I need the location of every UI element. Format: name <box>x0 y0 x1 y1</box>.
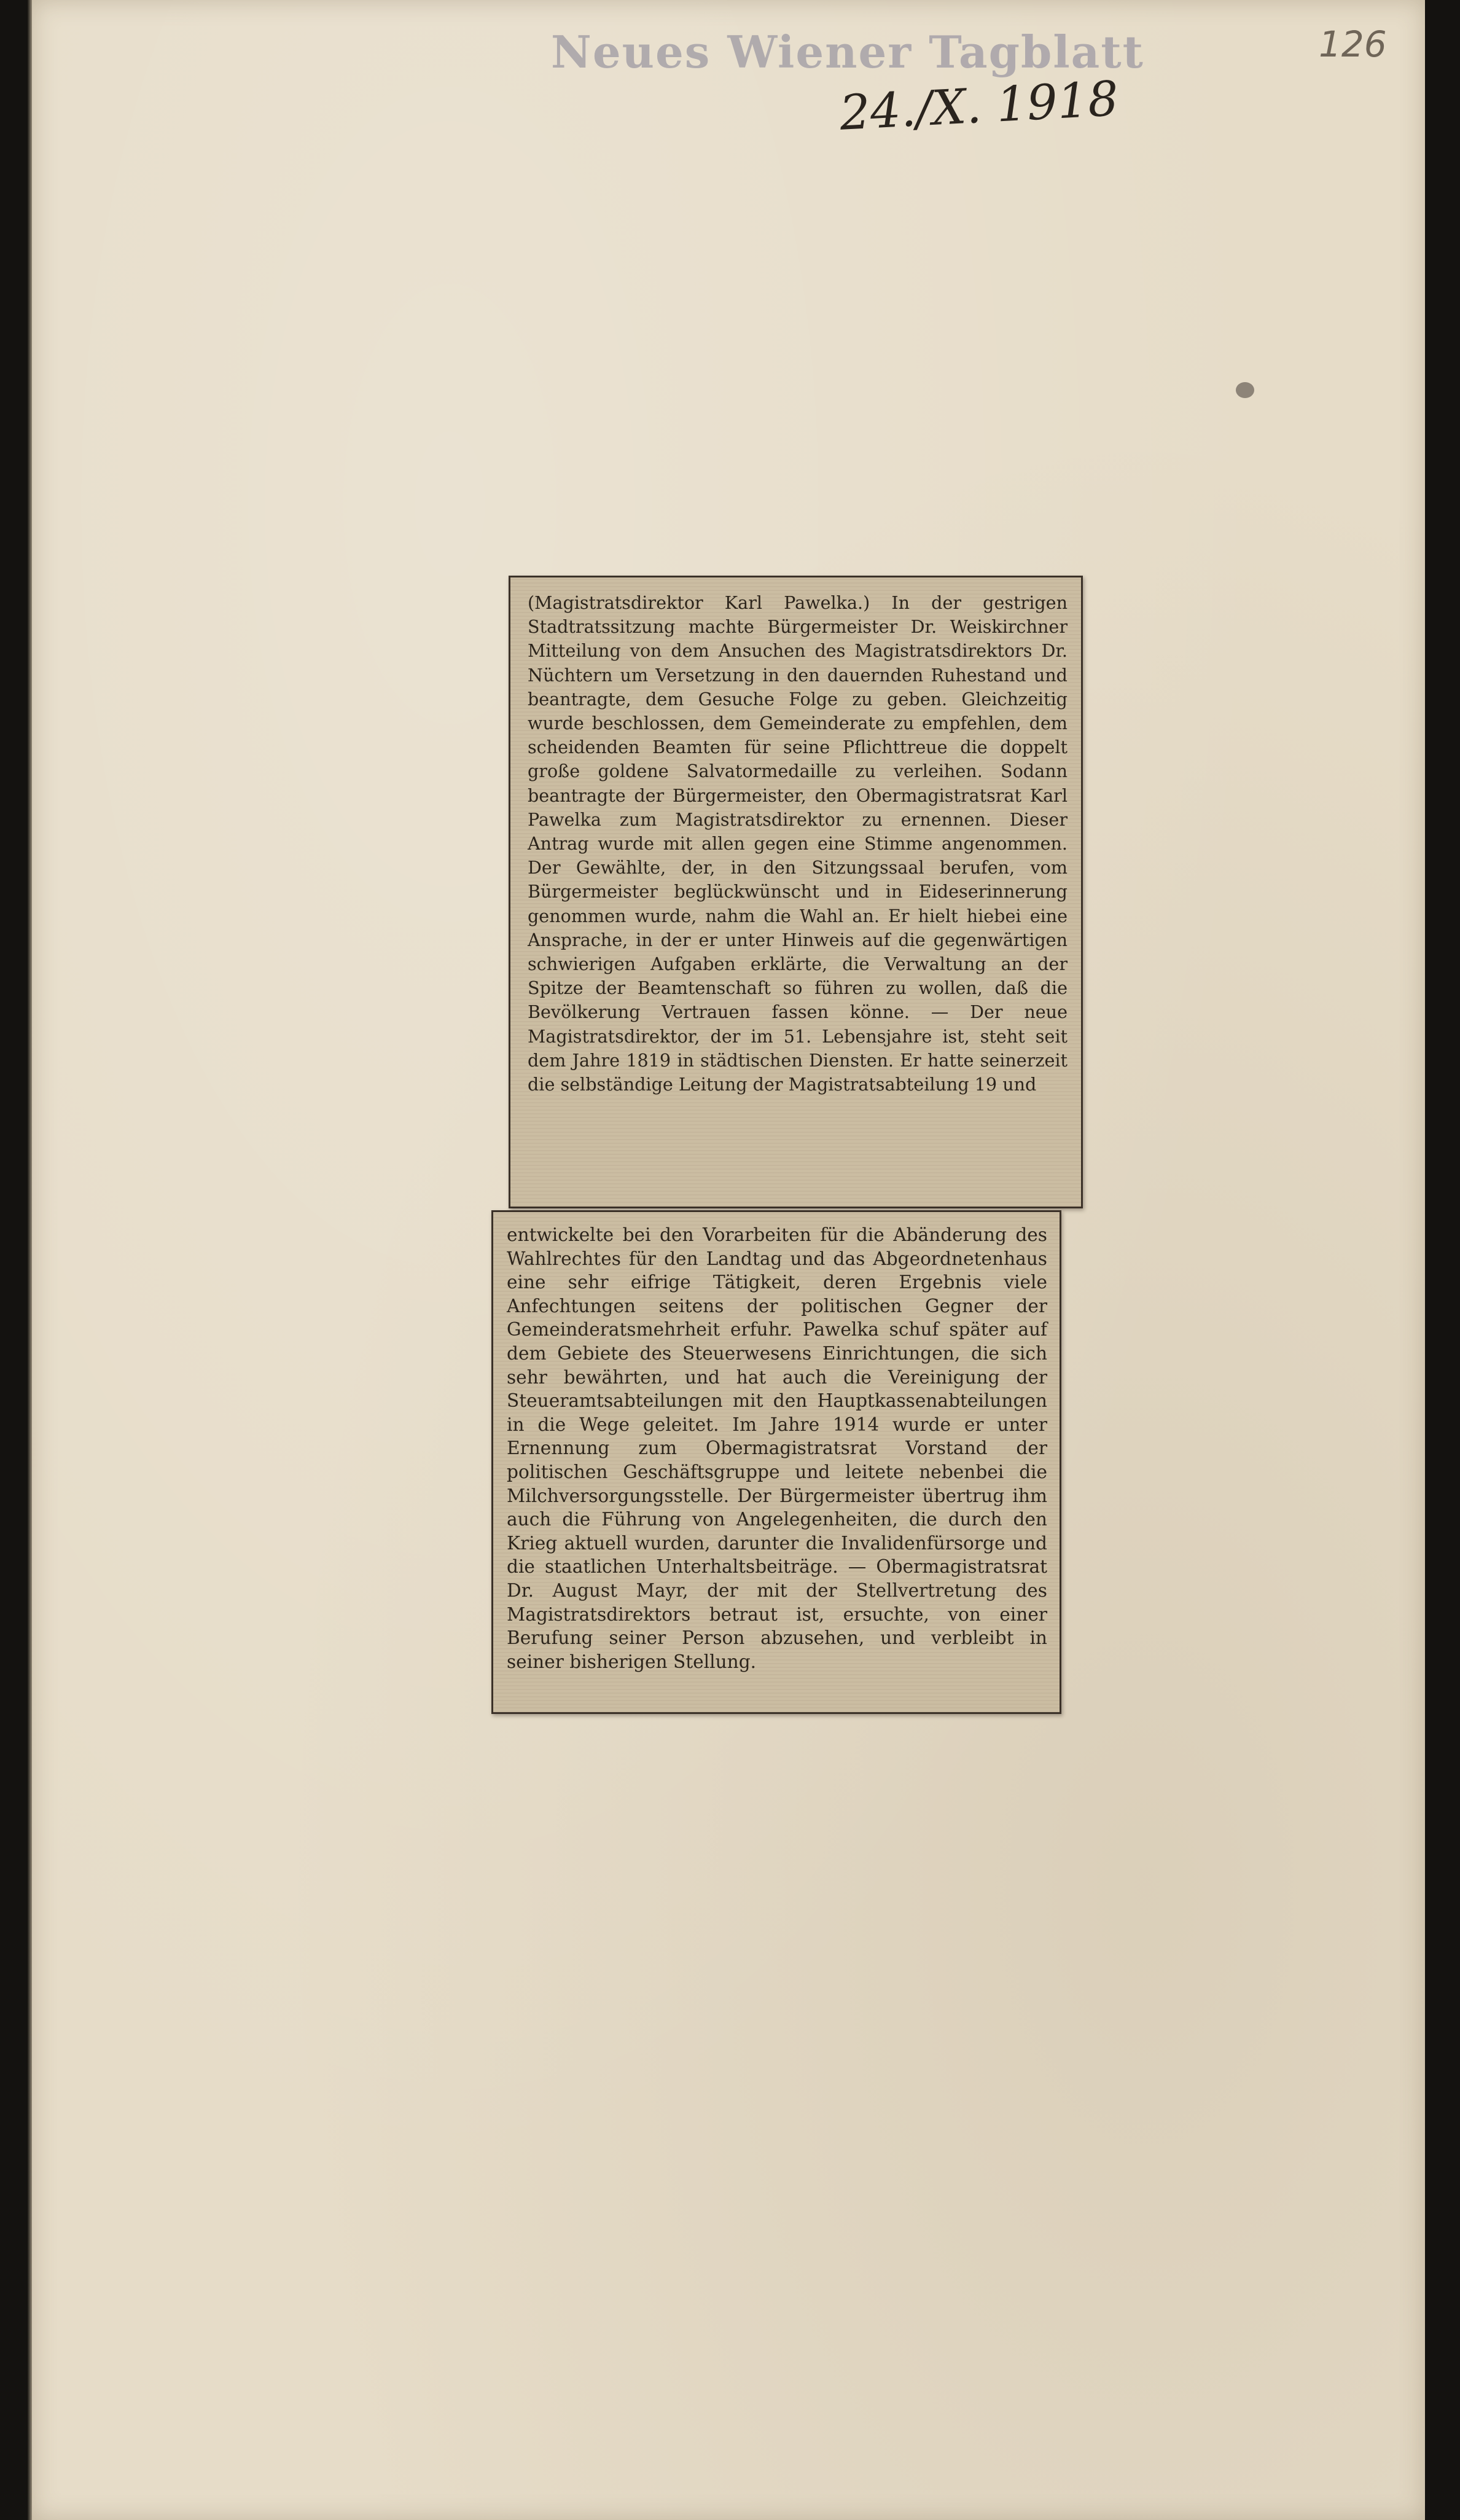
handwritten-date: 24./X. 1918 <box>838 71 1120 141</box>
newspaper-clipping-part-2 <box>491 1210 1061 1714</box>
newspaper-name-stamp: Neues Wiener Tagblatt <box>551 26 1144 78</box>
newspaper-clipping-part-1 <box>509 576 1083 1208</box>
paper-spot <box>1236 382 1254 398</box>
folio-number: 126 <box>1319 23 1387 65</box>
clipping-text-part-2: entwickelte bei den Vorarbeiten für die Abänderung des Wahlrechtes für den Landtag und das Abgeordnetenhaus eine sehr eifrige Tätigkeit, deren Ergebnis viele Anfechtungen seitens der politischen Gegner der Gemeinderatsmehrheit erfuhr. Pawelka schuf später auf dem Gebiete des Steuerwesens Einrichtungen, die sich sehr bewährten, und hat auch die Vereinigung der Steueramtsabteilungen mit den Hauptkassenabteilungen in die Wege geleitet. Im Jahre 1914 wurde er unter Ernennung zum Obermagistratsrat Vorstand der politischen Geschäftsgruppe und leitete nebenbei die Milchversorgungsstelle. Der Bürgermeister übertrug ihm auch die Führung von Angelegenheiten, die durch den Krieg aktuell wurden, darunter die Invalidenfürsorge und die staatlichen Unterhaltsbeiträge. — Obermagistratsrat Dr. August Mayr, der mit der Stellvertretung des Magistratsdirektors betraut ist, ersuchte, von einer Berufung seiner Person abzusehen, und verbleibt in seiner bisherigen Stellung. <box>507 1224 1047 1672</box>
clipping-text-part-1: (Magistratsdirektor Karl Pawelka.) In der gestrigen Stadtratssitzung machte Bürgermeister Dr. Weiskirchner Mitteilung von dem Ansuchen des Magistratsdirektors Dr. Nüchtern um Versetzung in den dauernden Ruhestand und beantragte, dem Gesuche Folge zu geben. Gleichzeitig wurde beschlossen, dem Gemeinderate zu empfehlen, dem scheidenden Beamten für seine Pflichttreue die doppelt große goldene Salvatormedaille zu verleihen. Sodann beantragte der Bürgermeister, den Obermagistratsrat Karl Pawelka zum Magistratsdirektor zu ernennen. Dieser Antrag wurde mit allen gegen eine Stimme angenommen. Der Gewählte, der, in den Sitzungssaal berufen, vom Bürgermeister beglückwünscht und in Eideserinnerung genommen wurde, nahm die Wahl an. Er hielt hiebei eine Ansprache, in der er unter Hinweis auf die gegenwärtigen schwierigen Aufgaben erklärte, die Verwaltung an der Spitze der Beamtenschaft so führen zu wollen, daß die Bevölkerung Vertrauen fassen könne. — Der neue Magistratsdirektor, der im 51. Lebensjahre ist, steht seit dem Jahre 1819 in städtischen Diensten. Er hatte seinerzeit die selbständige Leitung der Magistratsabteilung 19 und <box>528 592 1068 1095</box>
